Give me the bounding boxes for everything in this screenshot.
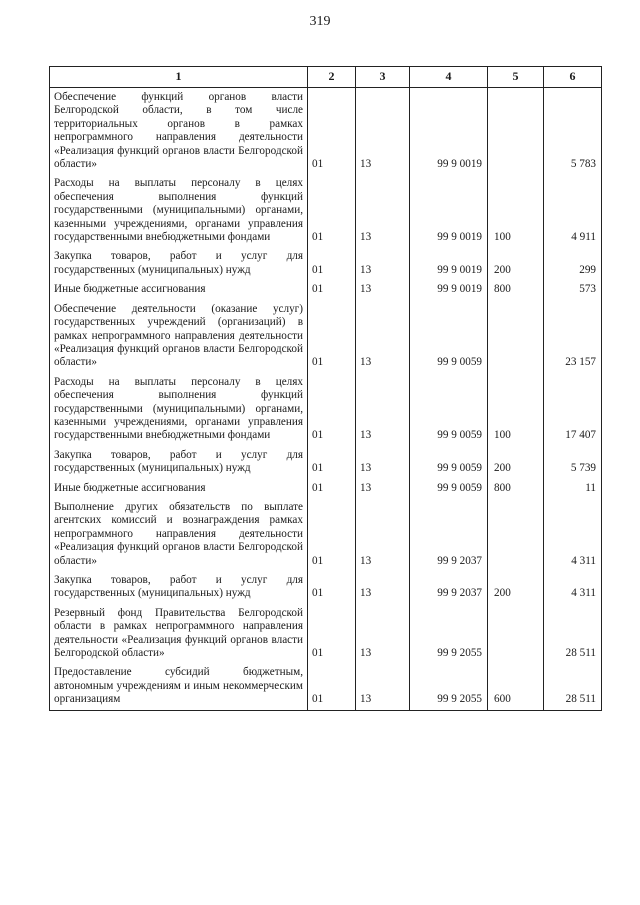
row-target-article: 99 9 0059 (410, 446, 488, 479)
row-target-article: 99 9 0019 (410, 88, 488, 175)
row-subsection: 13 (356, 280, 410, 299)
header-col-3: 3 (356, 67, 410, 88)
row-subsection: 13 (356, 498, 410, 571)
table-row (50, 479, 602, 498)
row-subsection: 13 (356, 88, 410, 175)
row-expense-type (488, 88, 544, 175)
row-section: 01 (308, 604, 356, 664)
row-expense-type: 600 (488, 663, 544, 710)
budget-table (49, 66, 602, 711)
row-subsection: 13 (356, 604, 410, 664)
page-number: 319 (309, 14, 331, 29)
row-name: Резервный фонд Правительства Белгородской области в рамках непрограммного направления деятельности «Реализация функций органов власти Белгородской области» (50, 604, 308, 664)
row-subsection: 13 (356, 300, 410, 373)
table-header-row (50, 67, 602, 88)
row-amount: 28 511 (544, 663, 602, 710)
row-subsection: 13 (356, 247, 410, 280)
row-amount: 4 911 (544, 174, 602, 247)
row-section: 01 (308, 280, 356, 299)
row-expense-type: 800 (488, 479, 544, 498)
row-section: 01 (308, 300, 356, 373)
row-target-article: 99 9 2055 (410, 604, 488, 664)
row-subsection: 13 (356, 479, 410, 498)
row-section: 01 (308, 373, 356, 446)
row-target-article: 99 9 0019 (410, 174, 488, 247)
row-expense-type: 200 (488, 446, 544, 479)
row-name: Закупка товаров, работ и услуг для государственных (муниципальных) нужд (50, 571, 308, 604)
row-name: Расходы на выплаты персоналу в целях обеспечения выполнения функций государственными (муниципальными) органами, казенными учреждениями, органами управления государственными внебюджетными фондами (50, 373, 308, 446)
row-section: 01 (308, 446, 356, 479)
row-target-article: 99 9 0059 (410, 300, 488, 373)
row-name: Закупка товаров, работ и услуг для государственных (муниципальных) нужд (50, 247, 308, 280)
row-name: Обеспечение деятельности (оказание услуг) государственных учреждений (организаций) в рамках непрограммного направления деятельности «Реализация функций органов власти Белгородской области» (50, 300, 308, 373)
row-name: Расходы на выплаты персоналу в целях обеспечения выполнения функций государственными (муниципальными) органами, казенными учреждениями, органами управления государственными внебюджетными фондами (50, 174, 308, 247)
row-expense-type: 200 (488, 247, 544, 280)
row-amount: 5 739 (544, 446, 602, 479)
row-subsection: 13 (356, 373, 410, 446)
table-row (50, 174, 602, 247)
table-row (50, 498, 602, 571)
header-col-4: 4 (410, 67, 488, 88)
row-target-article: 99 9 0059 (410, 373, 488, 446)
row-target-article: 99 9 2037 (410, 498, 488, 571)
row-target-article: 99 9 2055 (410, 663, 488, 710)
row-name: Иные бюджетные ассигнования (50, 479, 308, 498)
row-name: Выполнение других обязательств по выплате агентских комиссий и вознаграждения рамках непрограммного направления деятельности «Реализация функций органов власти Белгородской области» (50, 498, 308, 571)
header-col-5: 5 (488, 67, 544, 88)
row-amount: 4 311 (544, 571, 602, 604)
row-section: 01 (308, 88, 356, 175)
row-amount: 299 (544, 247, 602, 280)
table-row (50, 663, 602, 710)
row-section: 01 (308, 498, 356, 571)
row-name: Иные бюджетные ассигнования (50, 280, 308, 299)
table-row (50, 446, 602, 479)
row-subsection: 13 (356, 174, 410, 247)
row-section: 01 (308, 571, 356, 604)
row-amount: 573 (544, 280, 602, 299)
row-amount: 28 511 (544, 604, 602, 664)
row-subsection: 13 (356, 663, 410, 710)
table-row (50, 373, 602, 446)
row-subsection: 13 (356, 571, 410, 604)
row-expense-type: 800 (488, 280, 544, 299)
table-row (50, 247, 602, 280)
row-expense-type (488, 498, 544, 571)
header-col-1: 1 (50, 67, 308, 88)
row-name: Обеспечение функций органов власти Белгородской области, в том числе территориальных органов в рамках непрограммного направления деятельности «Реализация функций органов власти Белгородской области» (50, 88, 308, 175)
row-amount: 11 (544, 479, 602, 498)
row-name: Закупка товаров, работ и услуг для государственных (муниципальных) нужд (50, 446, 308, 479)
table-row (50, 604, 602, 664)
row-amount: 23 157 (544, 300, 602, 373)
row-subsection: 13 (356, 446, 410, 479)
row-section: 01 (308, 663, 356, 710)
row-target-article: 99 9 0059 (410, 479, 488, 498)
row-target-article: 99 9 0019 (410, 280, 488, 299)
row-amount: 4 311 (544, 498, 602, 571)
row-name: Предоставление субсидий бюджетным, автономным учреждениям и иным некоммерческим организациям (50, 663, 308, 710)
row-expense-type: 100 (488, 373, 544, 446)
table-row (50, 300, 602, 373)
row-expense-type: 100 (488, 174, 544, 247)
header-col-6: 6 (544, 67, 602, 88)
row-amount: 5 783 (544, 88, 602, 175)
table-row (50, 88, 602, 175)
row-section: 01 (308, 247, 356, 280)
row-section: 01 (308, 174, 356, 247)
row-expense-type (488, 604, 544, 664)
row-expense-type: 200 (488, 571, 544, 604)
table-row (50, 280, 602, 299)
row-target-article: 99 9 2037 (410, 571, 488, 604)
row-amount: 17 407 (544, 373, 602, 446)
table-row (50, 571, 602, 604)
row-section: 01 (308, 479, 356, 498)
row-expense-type (488, 300, 544, 373)
header-col-2: 2 (308, 67, 356, 88)
row-target-article: 99 9 0019 (410, 247, 488, 280)
